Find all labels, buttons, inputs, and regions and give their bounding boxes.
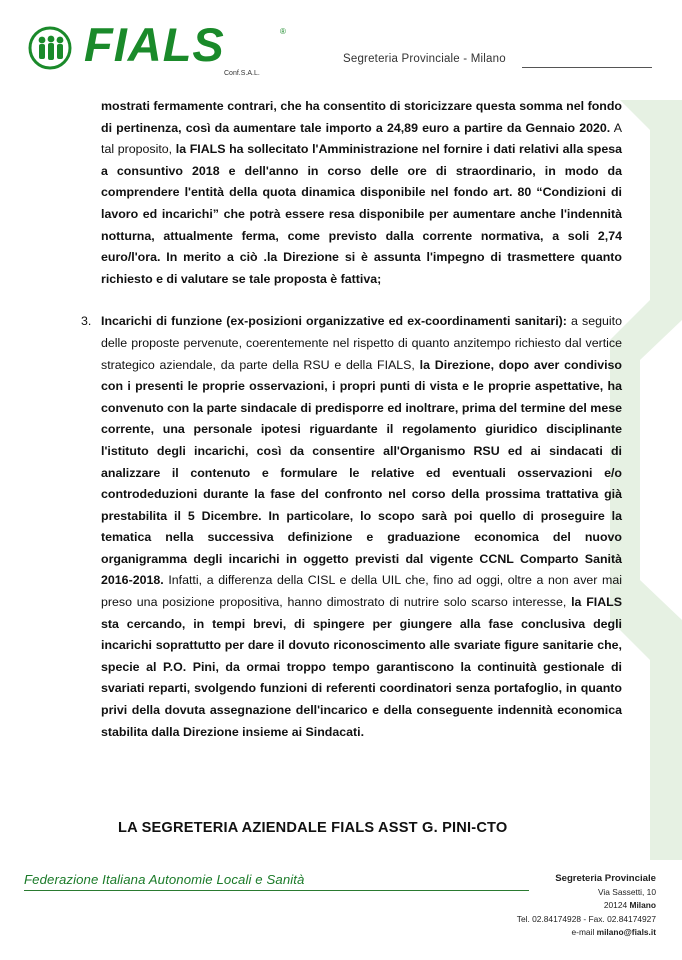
letter-body xyxy=(81,96,623,743)
list-number: 3. xyxy=(81,314,92,329)
footer-city-line xyxy=(517,899,656,913)
text-run: A tal proposito, xyxy=(101,120,622,157)
people-logo-icon xyxy=(28,26,80,70)
footer-address: Via Sassetti, 10 xyxy=(597,886,656,897)
footer-email-link[interactable]: milano@fials.it xyxy=(596,927,656,938)
paragraph-incarichi xyxy=(101,311,622,743)
text-run: la FIALS ha sollecitato l'Amministrazione nel fornire i dati relativi alla spesa a consuntivo 2018 e dell'anno in corso delle ore di straordinario, in modo da comprendere l'entità della quota dinamica disponibile nel fondo art. 80 “Condizioni di lavoro ed incarichi” che potrà essere resa disponibile per aumentare anche l'indennità notturna, attualmente ferma, come previsto dalla corrente normativa, a soli 2,74 euro/l'ora. In merito a ciò .la Direzione si è assunta l'impegno di trasmettere quanto richiesto e di valutare se tale proposta è fattiva; xyxy=(101,142,623,286)
text-run: la FIALS sta cercando, in tempi brevi, di spingere per giungere alla fase conclusiva degli incarichi soprattutto per dare il dovuto riconoscimento alle svariate figure sanitarie che, specie al P.O. Pini, da ormai troppo tempo garantiscono la continuità gestionale di svariati reparti, svolgendo funzioni di referenti coordinatori senza portafoglio, in quanto privi della dovuta assegnazione dell'incarico e della conseguente indennità economica stabilita dalla Direzione insieme ai Sindacati. xyxy=(101,595,622,739)
paragraph-gap xyxy=(101,290,622,311)
signature-line: LA SEGRETERIA AZIENDALE FIALS ASST G. PINI-CTO xyxy=(118,820,508,836)
logo-subtext: Conf.S.A.L. xyxy=(224,70,260,77)
list-item-3 xyxy=(81,311,622,743)
text-run: la Direzione, dopo aver condiviso con i presenti le proprie osservazioni, i propri punti di vista e le proprie aspettative, ha convenuto con la parte sindacale di predisporre ed inoltrare, prima del termine del mese corrente, una personale ipotesi riguardante il regolamento giuridico disciplinante l'istituto degli incarichi, così da consentire all'Organismo RSU ed ai sindacati di analizzare il contenuto e formulare le relative ed eventuali osservazioni e/o controdeduzioni durante la fase del confronto nel corso della prossima trattativa già prestabilita il 5 Dicembre. In particolare, lo scopo sarà poi quello di proseguire la tematica nella successiva definizione e graduazione economica del nuovo organigramma degli incarichi in oggetto previsti dal vigente CCNL Comparto Sanità 2016-2018. xyxy=(101,357,622,588)
footer-office-title: Segreteria Provinciale xyxy=(555,873,656,884)
header-divider xyxy=(522,67,652,68)
footer-city: Milano xyxy=(629,900,656,911)
text-run: Incarichi di funzione (ex-posizioni organizzative ed ex-coordinamenti sanitari): xyxy=(101,314,567,329)
footer-divider xyxy=(24,890,529,891)
footer-federation-name: Federazione Italiana Autonomie Locali e Sanità xyxy=(24,872,305,887)
registered-mark: ® xyxy=(280,27,286,36)
paragraph-fund xyxy=(101,96,622,290)
fials-logo-text: FIALS xyxy=(84,18,225,71)
header-title: Segreteria Provinciale - Milano xyxy=(343,53,506,65)
footer-email-label: e-mail xyxy=(571,927,597,938)
letterhead xyxy=(0,0,682,90)
footer-contact-block xyxy=(517,872,656,940)
text-run: Infatti, a differenza della CISL e della UIL che, fino ad oggi, oltre a non aver mai preso una posizione propositiva, hanno dimostrato di nutrire solo scarso interesse, xyxy=(101,573,622,610)
footer-postcode: 20124 xyxy=(603,900,630,911)
footer-phone: Tel. 02.84174928 - Fax. 02.84174927 xyxy=(516,913,656,924)
footer-email-line xyxy=(517,926,656,940)
text-run: mostrati fermamente contrari, che ha consentito di storicizzare questa somma nel fondo di pertinenza, così da aumentare tale importo a 24,89 euro a partire da Gennaio 2020. xyxy=(101,99,622,135)
text-run: a seguito delle proposte pervenute, coerentemente nel rispetto di quanto anzitempo richiesto dal vertice strategico aziendale, da parte della RSU e della FIALS, xyxy=(101,314,622,372)
